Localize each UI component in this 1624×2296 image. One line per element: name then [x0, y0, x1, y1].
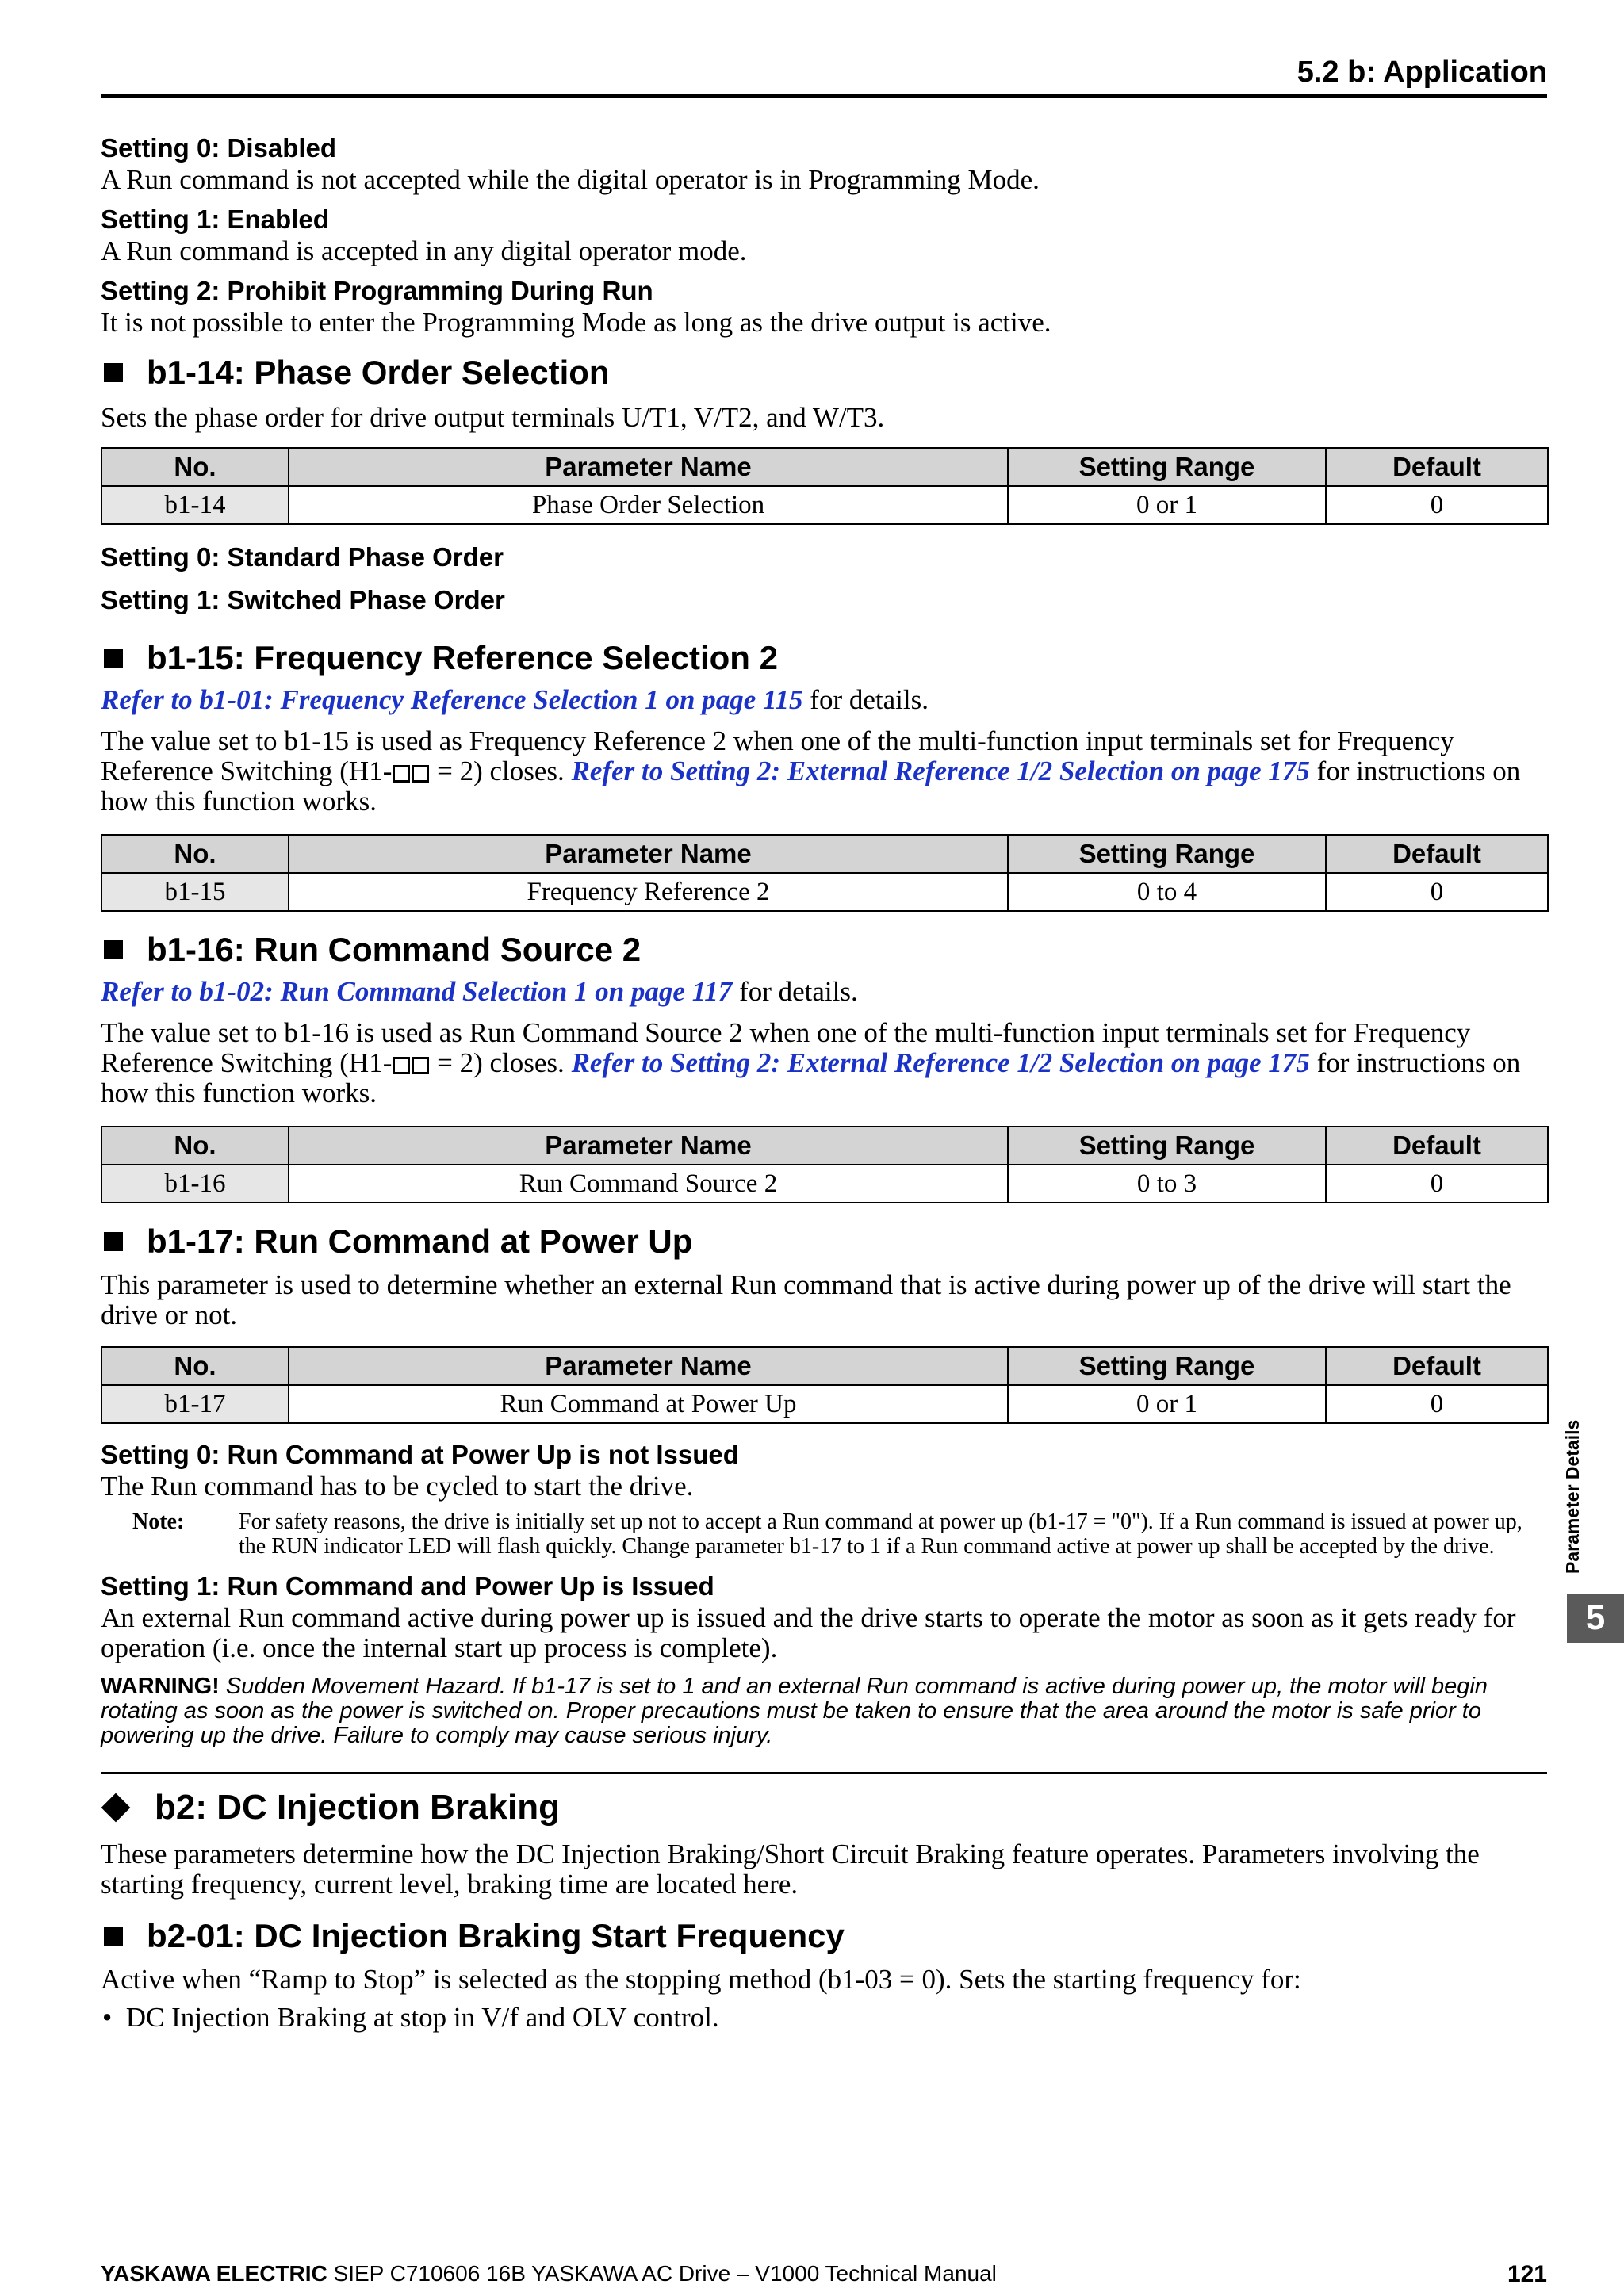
setting-text: An external Run command active during power up is issued and the drive starts to operate the motor as soon as it gets ready for operation (i.e. once the internal start up process is complete).: [101, 1602, 1516, 1663]
warning-text: Sudden Movement Hazard. If b1-17 is set to 1 and an external Run command is active during power up, the motor will begin rotating as soon as the power is switched on. Proper precautions must be taken to ensure that the area around the motor is safe prior to powering up the drive. Failure to comply may cause serious injury.: [101, 1674, 1488, 1748]
setting-title: Setting 1: Switched Phase Order: [101, 585, 505, 614]
note: [101, 1510, 1547, 1559]
square-bullet-icon: [104, 940, 123, 959]
table-row: [102, 486, 1548, 524]
parameter-table: [101, 1346, 1549, 1424]
page-reference-link[interactable]: Refer to b1-02: Run Command Selection 1 on page 117: [101, 976, 733, 1007]
cell-default: 0: [1326, 1165, 1548, 1203]
warning-block: [101, 1674, 1547, 1748]
reference-line: [101, 977, 1547, 1007]
section-heading: [101, 1219, 1547, 1264]
col-no: No.: [102, 1347, 289, 1385]
col-name: Parameter Name: [289, 1347, 1008, 1385]
section-heading: [101, 636, 1547, 680]
setting-title: Setting 0: Standard Phase Order: [101, 542, 504, 572]
col-default: Default: [1326, 1127, 1548, 1165]
setting-title: Setting 0: Run Command at Power Up is not Issued: [101, 1440, 739, 1469]
footer-doc-title: SIEP C710606 16B YASKAWA AC Drive – V1000 Technical Manual: [327, 2261, 997, 2286]
body-text: for instructions on how this function works.: [101, 1047, 1521, 1108]
parameter-table: [101, 447, 1549, 525]
section-body: [101, 726, 1547, 817]
setting-title: Setting 0: Disabled: [101, 133, 337, 163]
body-text: = 2) closes.: [430, 756, 572, 786]
section-b1-16: [101, 928, 1547, 1203]
heading-text: b2-01: DC Injection Braking Start Frequency: [147, 1917, 845, 1954]
page-number: 121: [1507, 2261, 1547, 2287]
col-name: Parameter Name: [289, 448, 1008, 486]
col-no: No.: [102, 835, 289, 873]
side-tab-label: Parameter Details: [1562, 1419, 1583, 1574]
setting-text: It is not possible to enter the Programming Mode as long as the drive output is active.: [101, 307, 1051, 338]
body-text: The value set to b1-16 is used as Run Command Source 2 when one of the multi-function input terminals set for Frequency Reference Switching (H1-: [101, 1017, 1471, 1078]
heading-text: b1-17: Run Command at Power Up: [147, 1223, 693, 1260]
section-intro: This parameter is used to determine whether an external Run command that is active during power up of the drive will start the drive or not.: [101, 1269, 1511, 1330]
section-rule: [101, 1772, 1547, 1774]
section-intro: Sets the phase order for drive output terminals U/T1, V/T2, and W/T3.: [101, 402, 885, 433]
body-text: = 2) closes.: [430, 1047, 572, 1078]
col-name: Parameter Name: [289, 1127, 1008, 1165]
cell-default: 0: [1326, 1385, 1548, 1423]
cell-range: 0 or 1: [1008, 486, 1326, 524]
section-intro: These parameters determine how the DC Injection Braking/Short Circuit Braking feature operates. Parameters involving the starting frequency, current level, braking time are located here.: [101, 1839, 1480, 1900]
page-footer: [101, 2261, 1547, 2288]
heading-text: b1-15: Frequency Reference Selection 2: [147, 639, 778, 676]
heading-text: b1-16: Run Command Source 2: [147, 931, 642, 968]
section-heading: [101, 1914, 1547, 1958]
parameter-table: [101, 1126, 1549, 1203]
section-b1-14: [101, 350, 1547, 617]
cell-no: b1-16: [102, 1165, 289, 1203]
cell-no: b1-14: [102, 486, 289, 524]
setting-title: Setting 1: Run Command and Power Up is Issued: [101, 1571, 714, 1601]
col-range: Setting Range: [1008, 835, 1326, 873]
setting-text: A Run command is accepted in any digital operator mode.: [101, 235, 747, 266]
body-text: for instructions on how this function works.: [101, 756, 1521, 817]
cell-name: Run Command at Power Up: [289, 1385, 1008, 1423]
placeholder-box-icon: [393, 765, 410, 783]
col-default: Default: [1326, 1347, 1548, 1385]
reference-line: [101, 685, 1547, 715]
col-range: Setting Range: [1008, 1127, 1326, 1165]
page-reference-link[interactable]: Refer to Setting 2: External Reference 1/2 Selection on page 175: [571, 1047, 1310, 1078]
section-heading: [101, 928, 1547, 972]
placeholder-box-icon: [412, 1057, 429, 1074]
cell-range: 0 or 1: [1008, 1385, 1326, 1423]
placeholder-box-icon: [393, 1057, 410, 1074]
table-row: [102, 873, 1548, 911]
col-default: Default: [1326, 448, 1548, 486]
chapter-section-heading: [101, 1785, 1547, 1830]
square-bullet-icon: [104, 649, 123, 668]
placeholder-box-icon: [412, 765, 429, 783]
col-default: Default: [1326, 835, 1548, 873]
cell-name: Phase Order Selection: [289, 486, 1008, 524]
cell-no: b1-15: [102, 873, 289, 911]
square-bullet-icon: [104, 1927, 123, 1946]
table-row: [102, 1165, 1548, 1203]
section-b1-15: [101, 636, 1547, 912]
col-range: Setting Range: [1008, 1347, 1326, 1385]
heading-text: b1-14: Phase Order Selection: [147, 354, 610, 391]
reference-tail: for details.: [802, 684, 929, 715]
page-content: [101, 132, 1547, 2033]
col-range: Setting Range: [1008, 448, 1326, 486]
table-row: [102, 1385, 1548, 1423]
col-no: No.: [102, 448, 289, 486]
section-b2: [101, 1772, 1547, 1900]
cell-name: Run Command Source 2: [289, 1165, 1008, 1203]
square-bullet-icon: [104, 1232, 123, 1251]
cell-name: Frequency Reference 2: [289, 873, 1008, 911]
note-text: For safety reasons, the drive is initially set up not to accept a Run command at power up (b1-17 = "0"). If a Run command is issued at power up, the RUN indicator LED will flash quickly. Change parameter b1-17 to 1 if a Run command active at power up shall be accepted by the drive.: [239, 1510, 1522, 1559]
top-settings: [101, 132, 1547, 338]
section-intro: Active when “Ramp to Stop” is selected as the stopping method (b1-03 = 0). Sets the starting frequency for:: [101, 1964, 1301, 1995]
parameter-table: [101, 834, 1549, 912]
body-text: The value set to b1-15 is used as Frequency Reference 2 when one of the multi-function input terminals set for Frequency Reference Switching (H1-: [101, 725, 1454, 786]
warning-label: WARNING!: [101, 1674, 220, 1699]
cell-no: b1-17: [102, 1385, 289, 1423]
page-reference-link[interactable]: Refer to Setting 2: External Reference 1/2 Selection on page 175: [571, 756, 1310, 786]
diamond-bullet-icon: [102, 1793, 131, 1823]
bullet-item: [101, 2003, 1547, 2033]
cell-default: 0: [1326, 873, 1548, 911]
section-b2-01: [101, 1914, 1547, 2033]
square-bullet-icon: [104, 363, 123, 382]
note-label: Note:: [132, 1510, 185, 1534]
cell-range: 0 to 4: [1008, 873, 1326, 911]
col-name: Parameter Name: [289, 835, 1008, 873]
bullet-text: DC Injection Braking at stop in V/f and OLV control.: [125, 2002, 719, 2033]
chapter-tab: 5: [1567, 1594, 1624, 1643]
setting-text: The Run command has to be cycled to start the drive.: [101, 1471, 694, 1502]
reference-tail: for details.: [732, 976, 858, 1007]
page-reference-link[interactable]: Refer to b1-01: Frequency Reference Selection 1 on page 115: [101, 684, 803, 715]
section-header: 5.2 b: Application: [1297, 55, 1547, 89]
col-no: No.: [102, 1127, 289, 1165]
heading-text: b2: DC Injection Braking: [155, 1788, 560, 1827]
section-body: [101, 1018, 1547, 1108]
section-b1-17: [101, 1219, 1547, 1748]
cell-range: 0 to 3: [1008, 1165, 1326, 1203]
cell-default: 0: [1326, 486, 1548, 524]
footer-brand: YASKAWA ELECTRIC: [101, 2261, 327, 2286]
header-rule: [101, 94, 1547, 98]
footer-doc: [101, 2261, 997, 2288]
setting-text: A Run command is not accepted while the digital operator is in Programming Mode.: [101, 164, 1040, 195]
section-heading: [101, 350, 1547, 395]
setting-title: Setting 2: Prohibit Programming During Run: [101, 276, 653, 305]
setting-title: Setting 1: Enabled: [101, 205, 329, 234]
bullet-dot-icon: •: [102, 2002, 126, 2033]
